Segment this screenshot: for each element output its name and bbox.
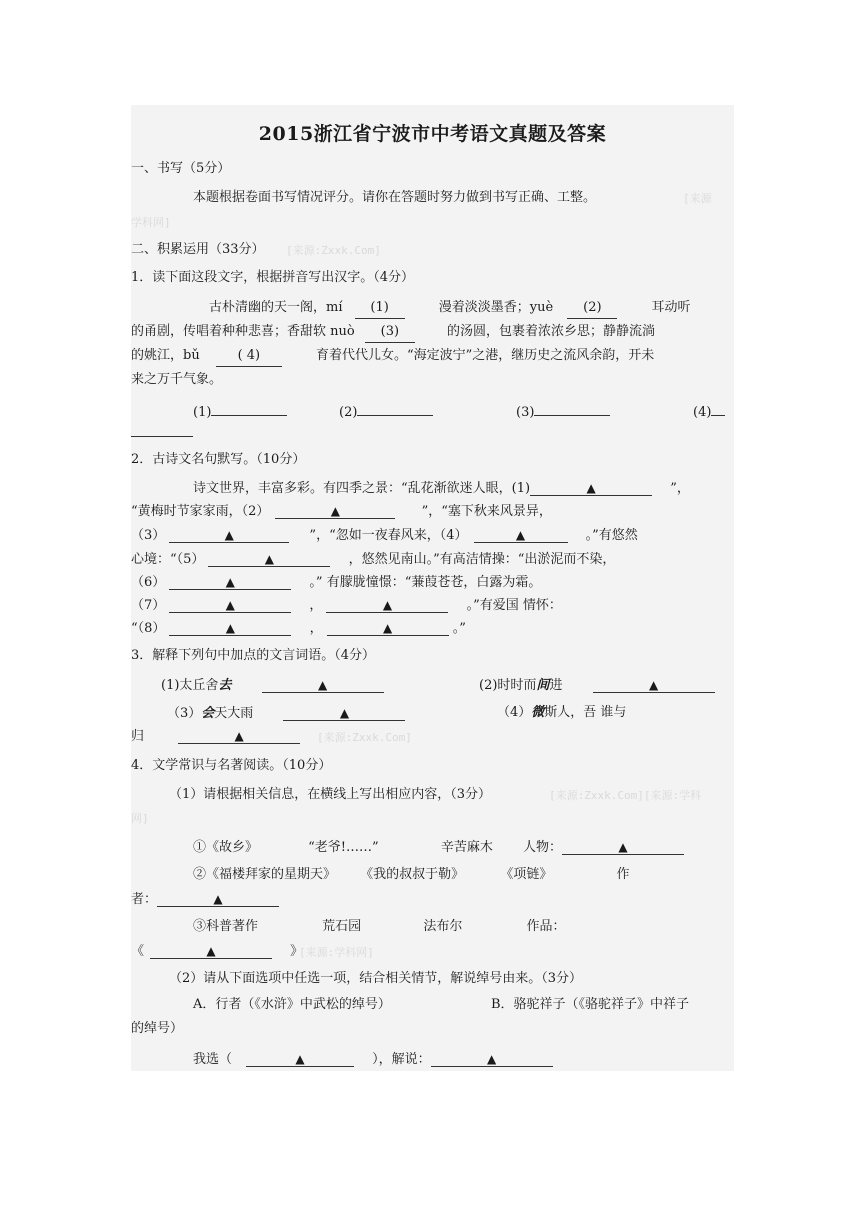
poem-text: 诗文世界，丰富多彩。有四季之景：“乱花渐欲迷人眼，(1): [193, 481, 531, 496]
section-heading-accumulation: 二、积累运用（33分）: [131, 242, 265, 257]
choice-line: [193, 1049, 553, 1070]
triangle-icon: ▲: [225, 598, 235, 612]
section-heading-writing: 一、书写（5分）: [131, 161, 231, 176]
poem-line: [193, 478, 690, 499]
question-4-sub-2: （2）请从下面选项中任选一项，结合相关情节，解说绰号由来。（3分）: [169, 971, 583, 986]
poem-line: [131, 501, 552, 522]
poem-text: ，悠然见南山。”有高洁情操：“出淤泥而不染，: [348, 552, 616, 567]
poem-text: ”，“塞下秋来风景异，: [421, 504, 552, 519]
answer-2-line[interactable]: [357, 398, 433, 416]
triangle-icon: ▲: [487, 1052, 497, 1066]
poem-text: ，: [309, 621, 323, 636]
passage-text: 育着代代儿女。“海定波宁”之港，继历史之流风余韵，开未: [315, 348, 655, 363]
poem-line: [131, 595, 562, 616]
document-page: [131, 105, 734, 1071]
poem-text: 。”有爱国 情怀：: [466, 598, 562, 613]
classical-item-1: [161, 675, 384, 696]
poem-text: 。”有悠然: [585, 528, 638, 543]
poem-text: “（8）: [131, 621, 166, 636]
classical-item-4: [497, 703, 626, 723]
lit-cell: 《项链》: [500, 867, 553, 882]
blank-4[interactable]: ( 4): [216, 346, 282, 367]
lit-row-2-continued: [131, 889, 279, 910]
triangle-icon: ▲: [586, 481, 596, 495]
triangle-icon: ▲: [515, 528, 526, 542]
lit-cell: 《我的叔叔于勒》: [360, 867, 465, 882]
lit-cell: 《: [131, 944, 145, 959]
item-text: (2)时时而: [479, 678, 537, 693]
poem-text: （6）: [131, 575, 166, 590]
item-text: 进: [549, 678, 563, 693]
choice-text: ），解说：: [372, 1052, 431, 1067]
lit-cell: ①《故乡》: [193, 840, 259, 855]
passage-text: 耳动听: [651, 300, 691, 315]
passage-text: 漫着淡淡墨香；yuè: [438, 300, 554, 315]
question-4-stem: 4．文学常识与名著阅读。（10分）: [131, 758, 332, 773]
question-2-stem: 2．古诗文名句默写。（10分）: [131, 452, 306, 467]
triangle-icon: ▲: [618, 840, 628, 854]
answer-4-line[interactable]: [131, 419, 193, 437]
poem-text: （3）: [131, 528, 166, 543]
poem-blank-7b[interactable]: [326, 595, 448, 613]
classical-blank-1[interactable]: [262, 675, 384, 693]
poem-blank-6[interactable]: [169, 572, 291, 590]
poem-text: 。”: [452, 621, 466, 636]
triangle-icon: ▲: [317, 678, 328, 692]
question-3-stem: 3．解释下列句中加点的文言词语。（4分）: [131, 648, 376, 663]
answer-1: [193, 398, 287, 423]
watermark: [来源: [683, 192, 712, 205]
lit-row-3: [193, 917, 565, 937]
triangle-icon: ▲: [224, 528, 234, 542]
classical-item-2: [479, 675, 715, 696]
dotted-word: 微: [531, 705, 545, 720]
passage-text: 古朴清幽的天一阁，mí: [209, 300, 343, 315]
triangle-icon: ▲: [213, 892, 223, 906]
lit-row-3-continued: [131, 941, 303, 962]
lit-blank-3[interactable]: [150, 941, 272, 959]
poem-blank-2[interactable]: [275, 501, 395, 519]
poem-blank-5[interactable]: [208, 549, 330, 567]
page-title: 2015浙江省宁波市中考语文真题及答案: [258, 123, 607, 145]
watermark: 网]: [131, 812, 149, 825]
writing-instruction: 本题根据卷面书写情况评分。请你在答题时努力做到书写正确、工整。: [193, 190, 597, 205]
answer-label: (3): [516, 405, 535, 420]
poem-blank-8a[interactable]: [169, 618, 291, 636]
answer-label: (1): [193, 405, 212, 420]
poem-line: [131, 549, 615, 570]
poem-text: ”，: [670, 481, 690, 496]
poem-text: 心境：“（5）: [131, 552, 205, 567]
lit-row-2: [193, 865, 629, 885]
answer-1-line[interactable]: [211, 398, 287, 416]
triangle-icon: ▲: [330, 504, 341, 518]
lit-cell: 》: [290, 944, 304, 959]
passage-text: 的汤圆，包裹着浓浓乡思；静静流淌: [447, 324, 656, 339]
question-1-stem: 1．读下面这段文字，根据拼音写出汉字。（4分）: [131, 270, 415, 285]
poem-blank-3[interactable]: [169, 525, 289, 543]
option-a: A．行者（《水浒》中武松的绰号）: [193, 997, 391, 1012]
poem-text: ，: [309, 598, 323, 613]
classical-item-4-continued: [131, 726, 300, 747]
passage-text: 的姚江，bǔ: [131, 348, 200, 363]
item-text: （4）: [497, 705, 532, 720]
dotted-word: 间: [536, 678, 550, 693]
lit-row-1: [193, 837, 684, 858]
item-text: 天大雨: [214, 706, 254, 721]
watermark: 学科网]: [131, 216, 171, 229]
lit-cell: 荒石园: [322, 919, 362, 934]
blank-2[interactable]: (2): [567, 298, 617, 319]
triangle-icon: ▲: [225, 575, 235, 589]
passage-text: 的甬剧，传唱着种种悲喜；香甜软 nuò: [131, 324, 355, 339]
choice-text: 我选（: [193, 1052, 233, 1067]
option-b: B．骆驼祥子（《骆驼祥子》中祥子: [491, 997, 690, 1012]
triangle-icon: ▲: [225, 621, 236, 635]
classical-blank-3[interactable]: [283, 703, 405, 721]
blank-3[interactable]: (3): [365, 322, 415, 343]
lit-blank-2[interactable]: [157, 889, 279, 907]
item-text: 斯人，吾 谁与: [544, 705, 627, 720]
item-text: 归: [131, 729, 145, 744]
answer-label: (4): [693, 405, 712, 420]
lit-cell: 法布尔: [423, 919, 463, 934]
lit-cell: ②《福楼拜家的星期天》: [193, 867, 337, 882]
lit-cell: 辛苦麻木: [440, 840, 493, 855]
triangle-icon: ▲: [206, 944, 216, 958]
item-text: （3）: [167, 706, 202, 721]
answer-4-line-continued: [131, 419, 193, 444]
triangle-icon: ▲: [382, 621, 393, 635]
watermark: [来源:Zxxk.Com][来源:学科: [549, 789, 702, 802]
poem-text: （7）: [131, 598, 166, 613]
answer-3: [516, 398, 610, 423]
poem-line: [131, 618, 466, 639]
answer-3-line[interactable]: [534, 398, 610, 416]
lit-cell: 作: [616, 867, 630, 882]
lit-cell: 作品：: [526, 919, 566, 934]
question-1-passage-line: 来之万千气象。: [131, 372, 223, 387]
question-1-passage-line: [131, 346, 654, 367]
answer-4: [693, 398, 725, 423]
triangle-icon: ▲: [234, 729, 244, 743]
dotted-word: 会: [201, 706, 215, 721]
answer-label: (2): [339, 405, 358, 420]
lit-cell: 者：: [131, 892, 158, 907]
question-4-sub-1: （1）请根据相关信息，在横线上写出相应内容，（3分）: [169, 787, 492, 802]
classical-blank-2[interactable]: [593, 675, 715, 693]
dotted-word: 去: [218, 678, 232, 693]
poem-line: [131, 572, 541, 593]
watermark: [来源:Zxxk.Com]: [286, 244, 381, 257]
choice-blank[interactable]: [246, 1049, 354, 1067]
poem-blank-7a[interactable]: [169, 595, 291, 613]
poem-blank-1[interactable]: [530, 478, 652, 496]
triangle-icon: ▲: [648, 678, 659, 692]
poem-line: [131, 525, 638, 546]
blank-1[interactable]: (1): [355, 298, 405, 319]
lit-cell: 人物：: [522, 840, 562, 855]
poem-blank-8b[interactable]: [327, 618, 449, 636]
watermark: [来源:Zxxk.Com]: [317, 731, 412, 744]
item-text: (1)太丘舍: [161, 678, 219, 693]
poem-blank-4[interactable]: [474, 525, 568, 543]
watermark: [来源:学科网]: [299, 946, 374, 959]
option-b-continued: 的绰号）: [131, 1021, 184, 1036]
triangle-icon: ▲: [339, 706, 350, 720]
answer-2: [339, 398, 433, 423]
poem-text: “黄梅时节家家雨，（2）: [131, 504, 270, 519]
answer-4-line[interactable]: [711, 398, 725, 416]
triangle-icon: ▲: [382, 598, 393, 612]
question-1-passage-line: [131, 322, 655, 343]
classical-blank-4[interactable]: [178, 726, 300, 744]
classical-item-3: [167, 703, 405, 724]
explain-blank[interactable]: [431, 1049, 553, 1067]
poem-text: ”，“忽如一夜春风来，（4）: [309, 528, 468, 543]
question-1-passage-line: [209, 298, 691, 319]
lit-blank-1[interactable]: [562, 837, 684, 855]
triangle-icon: ▲: [264, 552, 275, 566]
lit-cell: “老爷!……”: [308, 840, 379, 855]
triangle-icon: ▲: [295, 1052, 305, 1066]
poem-text: 。” 有朦胧憧憬：“蒹葭苍苍，白露为霜。: [309, 575, 542, 590]
lit-cell: ③科普著作: [193, 919, 259, 934]
